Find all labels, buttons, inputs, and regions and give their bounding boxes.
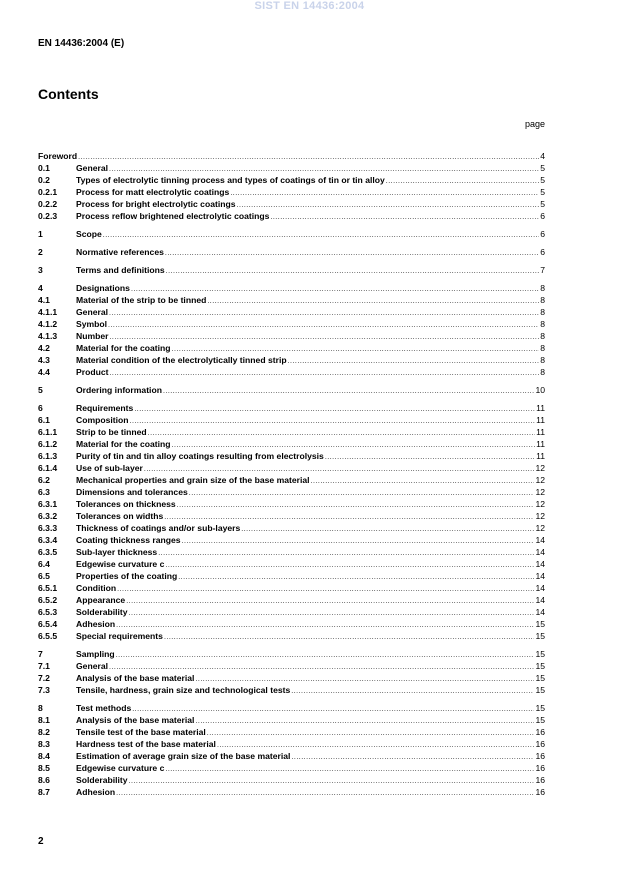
toc-entry-page: 6: [540, 211, 545, 221]
toc-entry-number: 6.5.1: [38, 583, 58, 593]
toc-entry-page: 16: [535, 775, 545, 785]
toc-entry-title: Scope: [76, 229, 102, 239]
toc-entry[interactable]: [38, 174, 545, 186]
toc-entry-number: 0.2.1: [38, 187, 58, 197]
toc-entry-page: 16: [535, 787, 545, 797]
toc-dot-leader: [177, 500, 535, 512]
toc-entry-page: 15: [535, 649, 545, 659]
toc-entry[interactable]: [38, 726, 545, 738]
toc-entry[interactable]: [38, 762, 545, 774]
toc-dot-leader: [130, 416, 536, 428]
toc-dot-leader: [195, 716, 534, 728]
toc-entry-title: Normative references: [76, 247, 164, 257]
toc-entry-page: 8: [540, 367, 545, 377]
toc-entry-title: Composition: [76, 415, 129, 425]
toc-dot-leader: [116, 620, 534, 632]
toc-entry-title: General: [76, 163, 109, 173]
toc-entry[interactable]: [38, 618, 545, 630]
toc-entry[interactable]: [38, 486, 545, 498]
toc-entry[interactable]: [38, 294, 545, 306]
toc-entry-number: 6.5.2: [38, 595, 58, 605]
toc-entry-title: Use of sub-layer: [76, 463, 143, 473]
toc-entry-title: Product: [76, 367, 109, 377]
toc-entry-page: 16: [535, 751, 545, 761]
toc-entry[interactable]: [38, 228, 545, 240]
toc-entry-page: 14: [535, 571, 545, 581]
toc-dot-leader: [164, 632, 535, 644]
toc-entry-title: Strip to be tinned: [76, 427, 147, 437]
toc-entry-number: 8.7: [38, 787, 50, 797]
toc-entry-page: 15: [535, 703, 545, 713]
toc-entry-number: 6.1.2: [38, 439, 58, 449]
toc-entry-title: Purity of tin and tin alloy coatings resulting from electrolysis: [76, 451, 324, 461]
toc-entry[interactable]: [38, 186, 545, 198]
toc-entry-page: 14: [535, 607, 545, 617]
toc-entry[interactable]: [38, 774, 545, 786]
toc-dot-leader: [78, 152, 539, 164]
toc-dot-leader: [178, 572, 534, 584]
toc-entry-page: 12: [535, 511, 545, 521]
toc-entry-page: 6: [540, 247, 545, 257]
toc-entry-page: 15: [535, 631, 545, 641]
toc-entry-page: 6: [540, 229, 545, 239]
toc-entry-number: 0.2: [38, 175, 50, 185]
toc-entry[interactable]: [38, 474, 545, 486]
toc-dot-leader: [230, 188, 539, 200]
toc-entry-page: 15: [535, 715, 545, 725]
toc-dot-leader: [288, 356, 540, 368]
toc-entry[interactable]: [38, 282, 545, 294]
toc-entry[interactable]: [38, 402, 545, 414]
toc-entry[interactable]: [38, 702, 545, 714]
toc-entry-number: 8.3: [38, 739, 50, 749]
toc-entry[interactable]: [38, 570, 545, 582]
toc-entry[interactable]: [38, 210, 545, 222]
toc-entry-number: 6.5.5: [38, 631, 58, 641]
toc-entry[interactable]: [38, 264, 545, 276]
toc-dot-leader: [165, 560, 534, 572]
toc-dot-leader: [158, 548, 534, 560]
toc-entry[interactable]: [38, 786, 545, 798]
toc-entry-title: Material for the coating: [76, 343, 171, 353]
toc-entry-number: 6.3.2: [38, 511, 58, 521]
toc-entry[interactable]: [38, 660, 545, 672]
toc-entry-title: Analysis of the base material: [76, 715, 195, 725]
toc-entry-page: 8: [540, 355, 545, 365]
toc-entry-number: 6.5: [38, 571, 50, 581]
toc-entry[interactable]: [38, 498, 545, 510]
toc-entry-title: General: [76, 307, 109, 317]
toc-entry-title: Hardness test of the base material: [76, 739, 216, 749]
toc-entry-number: 6.1.4: [38, 463, 58, 473]
toc-entry-title: Material condition of the electrolytically tinned strip: [76, 355, 287, 365]
toc-dot-leader: [163, 386, 535, 398]
toc-entry[interactable]: [38, 426, 545, 438]
toc-dot-leader: [129, 608, 535, 620]
toc-entry-number: 4.3: [38, 355, 50, 365]
toc-entry-title: Mechanical properties and grain size of the base material: [76, 475, 310, 485]
toc-entry-page: 8: [540, 343, 545, 353]
page-column-label: page: [524, 119, 545, 129]
toc-entry-number: 2: [38, 247, 43, 257]
toc-entry[interactable]: [38, 534, 545, 546]
toc-entry[interactable]: [38, 246, 545, 258]
toc-entry-number: 4.2: [38, 343, 50, 353]
toc-dot-leader: [165, 248, 539, 260]
toc-dot-leader: [270, 212, 539, 224]
toc-entry-page: 5: [540, 187, 545, 197]
toc-entry-number: 6: [38, 403, 43, 413]
toc-entry-number: 7.2: [38, 673, 50, 683]
toc-entry-title: Dimensions and tolerances: [76, 487, 188, 497]
toc-entry-page: 11: [536, 451, 545, 461]
toc-dot-leader: [386, 176, 539, 188]
toc-dot-leader: [165, 764, 534, 776]
table-of-contents: [38, 150, 545, 798]
toc-entry-title: Process for bright electrolytic coatings: [76, 199, 236, 209]
toc-entry-title: Requirements: [76, 403, 134, 413]
toc-entry-number: 6.3.1: [38, 499, 58, 509]
toc-dot-leader: [325, 452, 535, 464]
toc-entry-page: 11: [536, 415, 545, 425]
toc-entry-number: 5: [38, 385, 43, 395]
toc-entry-number: 6.1: [38, 415, 50, 425]
toc-entry-number: 7: [38, 649, 43, 659]
toc-entry-title: Special requirements: [76, 631, 163, 641]
toc-dot-leader: [291, 752, 534, 764]
toc-entry-number: 6.3.4: [38, 535, 58, 545]
toc-entry-number: 6.1.3: [38, 451, 58, 461]
toc-entry-title: Sampling: [76, 649, 115, 659]
toc-entry-page: 8: [540, 283, 545, 293]
toc-entry-title: Solderability: [76, 775, 128, 785]
toc-entry[interactable]: [38, 672, 545, 684]
toc-dot-leader: [311, 476, 535, 488]
toc-entry[interactable]: [38, 354, 545, 366]
toc-entry-page: 14: [535, 595, 545, 605]
toc-dot-leader: [109, 368, 539, 380]
toc-entry-title: Estimation of average grain size of the base material: [76, 751, 291, 761]
toc-dot-leader: [116, 650, 535, 662]
toc-entry-title: Tolerances on widths: [76, 511, 164, 521]
toc-entry[interactable]: [38, 462, 545, 474]
toc-entry-page: 12: [535, 487, 545, 497]
toc-entry-number: 8.2: [38, 727, 50, 737]
toc-entry-title: Tensile, hardness, grain size and technological tests: [76, 685, 291, 695]
toc-entry[interactable]: [38, 306, 545, 318]
toc-entry[interactable]: [38, 384, 545, 396]
toc-entry[interactable]: [38, 438, 545, 450]
toc-entry-page: 15: [535, 685, 545, 695]
toc-entry-page: 7: [540, 265, 545, 275]
toc-entry-number: 0.2.3: [38, 211, 58, 221]
toc-entry[interactable]: [38, 714, 545, 726]
toc-entry-number: 6.5.3: [38, 607, 58, 617]
toc-entry[interactable]: [38, 450, 545, 462]
toc-entry[interactable]: [38, 366, 545, 378]
toc-dot-leader: [103, 230, 539, 242]
page-number: 2: [38, 836, 44, 847]
toc-entry-number: 6.4: [38, 559, 50, 569]
toc-entry-number: 4.1.3: [38, 331, 58, 341]
toc-entry-title: Symbol: [76, 319, 108, 329]
toc-entry-number: 3: [38, 265, 43, 275]
toc-entry-page: 15: [535, 673, 545, 683]
toc-entry-number: 6.2: [38, 475, 50, 485]
toc-entry[interactable]: [38, 582, 545, 594]
toc-entry-number: 4: [38, 283, 43, 293]
toc-entry-title: Terms and definitions: [76, 265, 165, 275]
toc-entry-number: 8: [38, 703, 43, 713]
toc-entry[interactable]: [38, 510, 545, 522]
toc-entry-page: 12: [535, 499, 545, 509]
toc-entry-page: 10: [535, 385, 545, 395]
toc-entry-number: 4.1.2: [38, 319, 58, 329]
toc-entry-title: Test methods: [76, 703, 132, 713]
toc-entry-number: 7.3: [38, 685, 50, 695]
toc-entry-page: 15: [535, 661, 545, 671]
toc-entry-number: 8.6: [38, 775, 50, 785]
toc-entry-number: 6.3.3: [38, 523, 58, 533]
toc-dot-leader: [207, 296, 539, 308]
toc-entry-page: 5: [540, 175, 545, 185]
toc-entry-number: 7.1: [38, 661, 50, 671]
toc-entry-page: 16: [535, 763, 545, 773]
toc-entry-number: 8.5: [38, 763, 50, 773]
document-header: EN 14436:2004 (E): [38, 38, 125, 49]
toc-entry[interactable]: [38, 648, 545, 660]
toc-entry-page: 12: [535, 523, 545, 533]
toc-dot-leader: [109, 308, 539, 320]
toc-entry-number: 8.1: [38, 715, 50, 725]
toc-entry-title: Adhesion: [76, 787, 116, 797]
toc-entry-title: Designations: [76, 283, 130, 293]
toc-entry[interactable]: [38, 318, 545, 330]
toc-dot-leader: [129, 776, 535, 788]
toc-entry-title: Sub-layer thickness: [76, 547, 158, 557]
toc-entry-number: 4.1.1: [38, 307, 58, 317]
toc-dot-leader: [108, 320, 539, 332]
toc-entry-title: General: [76, 661, 109, 671]
toc-entry-title: Analysis of the base material: [76, 673, 195, 683]
toc-entry[interactable]: [38, 342, 545, 354]
toc-entry-title: Types of electrolytic tinning process and types of coatings of tin or tin alloy: [76, 175, 385, 185]
toc-entry-title: Appearance: [76, 595, 126, 605]
toc-entry-page: 4: [540, 151, 545, 161]
toc-entry-title: Ordering information: [76, 385, 162, 395]
toc-entry[interactable]: [38, 750, 545, 762]
toc-entry-title: Process for matt electrolytic coatings: [76, 187, 230, 197]
toc-entry-title: Material for the coating: [76, 439, 171, 449]
toc-entry-title: Thickness of coatings and/or sub-layers: [76, 523, 241, 533]
toc-dot-leader: [166, 266, 540, 278]
toc-entry-title: Properties of the coating: [76, 571, 178, 581]
toc-entry-page: 5: [540, 163, 545, 173]
toc-dot-leader: [291, 686, 534, 698]
toc-entry[interactable]: [38, 414, 545, 426]
page-title: Contents: [38, 86, 99, 102]
toc-entry-title: Tolerances on thickness: [76, 499, 176, 509]
toc-entry-number: 6.3.5: [38, 547, 58, 557]
toc-dot-leader: [126, 596, 534, 608]
toc-entry-number: 6.1.1: [38, 427, 58, 437]
toc-entry-number: 8.4: [38, 751, 50, 761]
toc-dot-leader: [148, 428, 535, 440]
toc-entry-title: Edgewise curvature c: [76, 559, 165, 569]
toc-entry-page: 14: [535, 583, 545, 593]
toc-entry-page: 11: [536, 427, 545, 437]
toc-dot-leader: [189, 488, 535, 500]
toc-entry[interactable]: [38, 150, 545, 162]
toc-entry-title: Edgewise curvature c: [76, 763, 165, 773]
toc-entry[interactable]: [38, 522, 545, 534]
toc-entry[interactable]: [38, 558, 545, 570]
toc-entry-title: Adhesion: [76, 619, 116, 629]
toc-dot-leader: [207, 728, 535, 740]
toc-entry-title: Coating thickness ranges: [76, 535, 181, 545]
toc-entry-page: 14: [535, 547, 545, 557]
toc-entry-page: 16: [535, 727, 545, 737]
toc-entry[interactable]: [38, 330, 545, 342]
toc-dot-leader: [116, 788, 534, 800]
toc-entry-page: 14: [535, 535, 545, 545]
toc-entry-page: 8: [540, 331, 545, 341]
toc-entry[interactable]: [38, 594, 545, 606]
toc-entry-number: 6.3: [38, 487, 50, 497]
toc-entry-title: Number: [76, 331, 109, 341]
toc-entry-title: Material of the strip to be tinned: [76, 295, 207, 305]
toc-entry[interactable]: [38, 738, 545, 750]
toc-entry-page: 14: [535, 559, 545, 569]
toc-entry-number: 6.5.4: [38, 619, 58, 629]
toc-entry[interactable]: [38, 198, 545, 210]
toc-entry-number: 0.1: [38, 163, 50, 173]
toc-entry[interactable]: [38, 162, 545, 174]
toc-dot-leader: [182, 536, 535, 548]
toc-entry-page: 11: [536, 403, 545, 413]
toc-entry-page: 8: [540, 319, 545, 329]
toc-entry-page: 11: [536, 439, 545, 449]
toc-dot-leader: [237, 200, 540, 212]
toc-entry[interactable]: [38, 606, 545, 618]
toc-entry-number: 4.1: [38, 295, 50, 305]
toc-entry[interactable]: [38, 684, 545, 696]
watermark-text: SIST EN 14436:2004: [254, 0, 365, 12]
toc-entry-title: Tensile test of the base material: [76, 727, 206, 737]
toc-entry-page: 12: [535, 475, 545, 485]
toc-dot-leader: [109, 332, 539, 344]
toc-entry-number: 1: [38, 229, 43, 239]
toc-entry[interactable]: [38, 546, 545, 558]
toc-entry-title: Process reflow brightened electrolytic coatings: [76, 211, 270, 221]
toc-dot-leader: [134, 404, 535, 416]
toc-dot-leader: [241, 524, 534, 536]
toc-entry-title: Condition: [76, 583, 117, 593]
toc-entry-page: 8: [540, 295, 545, 305]
toc-entry-page: 8: [540, 307, 545, 317]
toc-entry-title: Solderability: [76, 607, 128, 617]
toc-entry-title: Foreword: [38, 151, 78, 161]
toc-entry-number: 4.4: [38, 367, 50, 377]
toc-dot-leader: [117, 584, 534, 596]
toc-entry[interactable]: [38, 630, 545, 642]
toc-entry-page: 12: [535, 463, 545, 473]
toc-entry-number: 0.2.2: [38, 199, 58, 209]
toc-entry-page: 16: [535, 739, 545, 749]
toc-entry-page: 15: [535, 619, 545, 629]
toc-entry-page: 5: [540, 199, 545, 209]
